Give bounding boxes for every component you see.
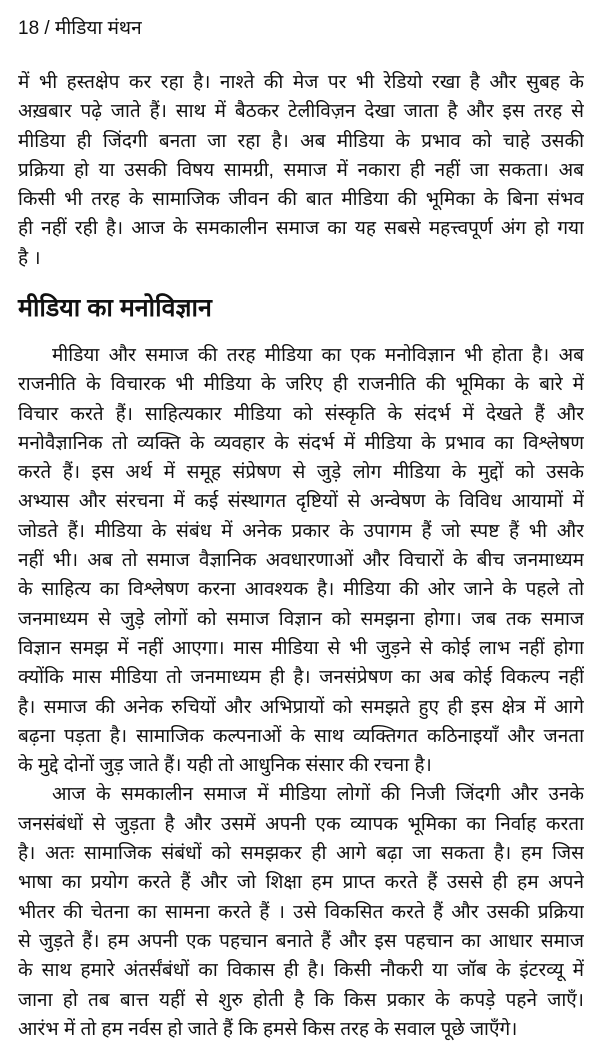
book-title: मीडिया मंथन [54, 18, 142, 39]
text-line: क्योंकि मास मीडिया तो जनमाध्यम ही है। जनसंप्रेषण का अब कोई विकल्प नहीं [18, 667, 584, 689]
section-heading: मीडिया का मनोविज्ञान [18, 294, 212, 322]
text-line: नहीं भी। अब तो समाज वैज्ञानिक अवधारणाओं और विचारों के बीच जनमाध्यम [18, 550, 584, 572]
paragraph-1 [18, 68, 584, 273]
text-line: आज के समकालीन समाज में मीडिया लोगों की निजी जिंदगी और उनके [52, 784, 584, 806]
text-line: जाना हो तब बात्त यहीं से शुरु होती है कि किस प्रकार के कपड़े पहने जाएँ। [18, 989, 584, 1011]
text-line: भीतर की चेतना का सामना करते हैं । उसे विकसित करते हैं और उसकी प्रक्रिया [18, 901, 584, 923]
running-header [18, 14, 142, 40]
text-line: करते हैं। इस अर्थ में समूह संप्रेषण से जुड़े लोग मीडिया के मुद्दों को उसके [18, 462, 584, 484]
text-line: विचार करते हैं। साहित्यकार मीडिया को संस्कृति के संदर्भ में देखते हैं और [18, 403, 584, 425]
text-line: के साथ हमारे अंतर्संबंधों का विकास ही है। किसी नौकरी या जॉब के इंटरव्यू में [18, 960, 584, 982]
text-line: मीडिया ही जिंदगी बनता जा रहा है। अब मीडिया के प्रभाव को चाहे उसकी [18, 130, 584, 152]
text-line: है। समाज की अनेक रुचियों और अभिप्रायों को समझते हुए ही इस क्षेत्र में आगे [18, 696, 584, 718]
text-line: बढ़ना पड़ता है। सामाजिक कल्पनाओं के साथ व्यक्तिगत कठिनाइयाँ और जनता [18, 725, 584, 747]
text-line: राजनीति के विचारक भी मीडिया के जरिए ही राजनीति की भूमिका के बारे में [18, 374, 584, 396]
text-line: किसी भी तरह के सामाजिक जीवन की बात मीडिया की भूमिका के बिना संभव [18, 189, 584, 211]
text-line: है । [18, 247, 41, 269]
text-line: भाषा का प्रयोग करते हैं और जो शिक्षा हम प्राप्त करते हैं उससे ही हम अपने [18, 872, 584, 894]
text-line: प्रक्रिया हो या उसकी विषय सामग्री, समाज में नकारा ही नहीं जा सकता। अब [18, 159, 584, 181]
paragraph-2-3 [18, 341, 584, 1044]
text-line: जनसंबंधों से जुड़ता है और उसमें अपनी एक व्यापक भूमिका का निर्वाह करता [18, 813, 584, 835]
text-line: आरंभ में तो हम नर्वस हो जाते हैं कि हमसे किस तरह के सवाल पूछे जाएँगे। [18, 1018, 518, 1040]
text-line: ही नहीं रही है। आज के समकालीन समाज का यह सबसे महत्त्वपूर्ण अंग हो गया [18, 218, 584, 240]
text-line: के साहित्य का विश्लेषण करना आवश्यक है। मीडिया की ओर जाने के पहले तो [18, 579, 584, 601]
page-number: 18 [18, 18, 40, 39]
text-line: विज्ञान समझ में नहीं आएगा। मास मीडिया से भी जुड़ने से कोई लाभ नहीं होगा [18, 637, 584, 659]
text-line: से जुड़ते हैं। हम अपनी एक पहचान बनाते हैं और इस पहचान का आधार समाज [18, 930, 584, 952]
text-line: में भी हस्तक्षेप कर रहा है। नाश्ते की मेज पर भी रेडियो रखा है और सुबह के [18, 72, 584, 93]
header-separator: / [44, 18, 50, 39]
text-line: मीडिया और समाज की तरह मीडिया का एक मनोविज्ञान भी होता है। अब [52, 345, 584, 366]
text-line: जोडते हैं। मीडिया के संबंध में अनेक प्रकार के उपागम हैं जो स्पष्ट हैं भी और [18, 520, 584, 542]
text-line: अख़बार पढ़े जाते हैं। साथ में बैठकर टेलीविज़न देखा जाता है और इस तरह से [18, 101, 584, 123]
text-line: अभ्यास और संरचना में कई संस्थागत दृष्टियों से अन्वेषण के विविध आयामों में [18, 491, 584, 513]
text-line: के मुद्दे दोनों जुड़ जाते हैं। यही तो आधुनिक संसार की रचना है। [18, 755, 432, 777]
text-line: जनमाध्यम से जुड़े लोगों को समाज विज्ञान को समझना होगा। जब तक समाज [18, 608, 584, 630]
text-line: है। अतः सामाजिक संबंधों को समझकर ही आगे बढ़ा जा सकता है। हम जिस [18, 843, 584, 865]
text-line: मनोवैज्ञानिक तो व्यक्ति के व्यवहार के संदर्भ में मीडिया के प्रभाव का विश्लेषण [18, 432, 584, 454]
